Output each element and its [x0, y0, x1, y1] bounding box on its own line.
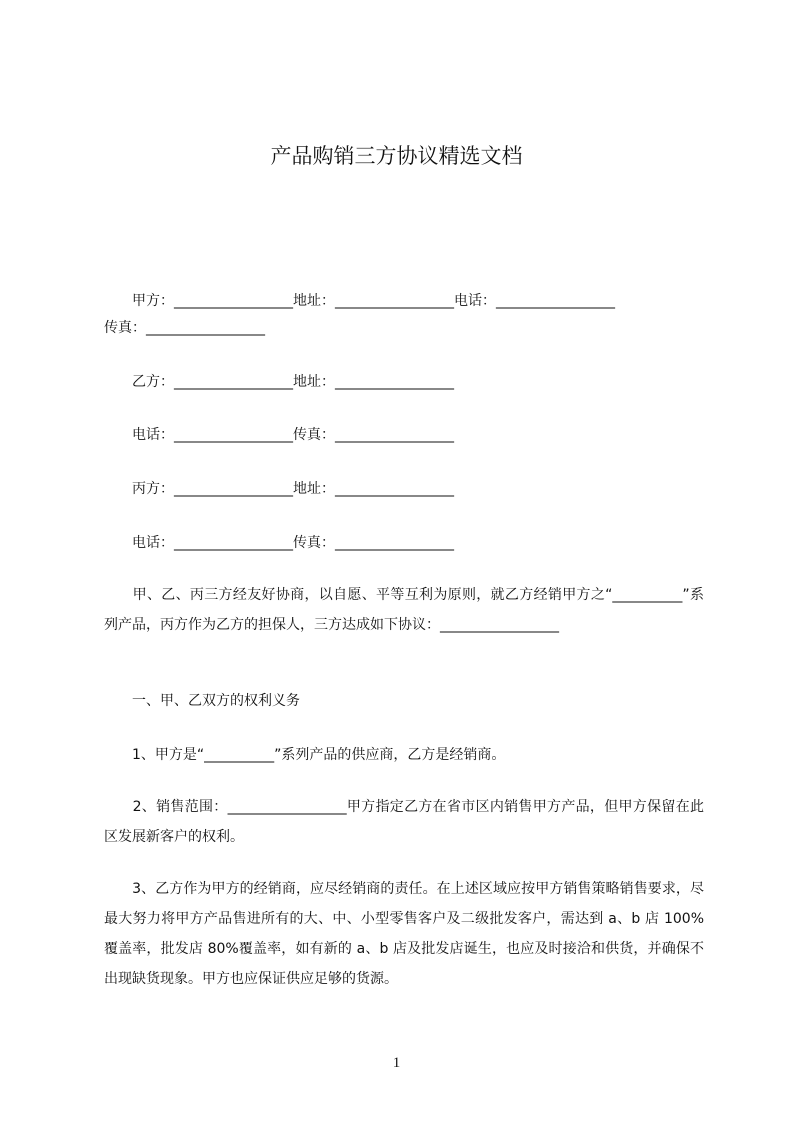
section-heading: 一、甲、乙双方的权利义务	[104, 693, 300, 709]
clause-1: 1、甲方是“__________”系列产品的供应商，乙方是经销商。	[104, 747, 506, 763]
clause-2: 2、销售范围：_________________甲方指定乙方在省市区内销售甲方产品，但甲方保留在此区发展新客户的权利。	[104, 799, 704, 845]
party-c-contact-line: 电话：_________________传真：_________________	[104, 535, 454, 551]
party-c-line: 丙方：_________________地址：_________________	[104, 481, 454, 497]
page-number: 1	[392, 1055, 401, 1071]
party-b-line: 乙方：_________________地址：_________________	[104, 374, 454, 390]
document-title: 产品购销三方协议精选文档	[270, 144, 523, 168]
party-b-contact-line: 电话：_________________传真：_________________	[104, 427, 454, 443]
party-a-line: 甲方：_________________地址：_________________电话：_________________	[104, 293, 615, 309]
intro-paragraph: 甲、乙、丙三方经友好协商，以自愿、平等互利为原则，就乙方经销甲方之“__________”系列产品，丙方作为乙方的担保人，三方达成如下协议：_________________	[104, 587, 704, 633]
party-a-fax-line: 传真：_________________	[104, 320, 265, 336]
clause-3: 3、乙方作为甲方的经销商，应尽经销商的责任。在上述区域应按甲方销售策略销售要求，尽最大努力将甲方产品售进所有的大、中、小型零售客户及二级批发客户，需达到 a、b 店 100%覆盖率，批发店 80%覆盖率，如有新的 a、b 店及批发店诞生，也应及时接洽和供货，并确保不出现缺货现象。甲方也应保证供应足够的货源。	[104, 881, 704, 987]
